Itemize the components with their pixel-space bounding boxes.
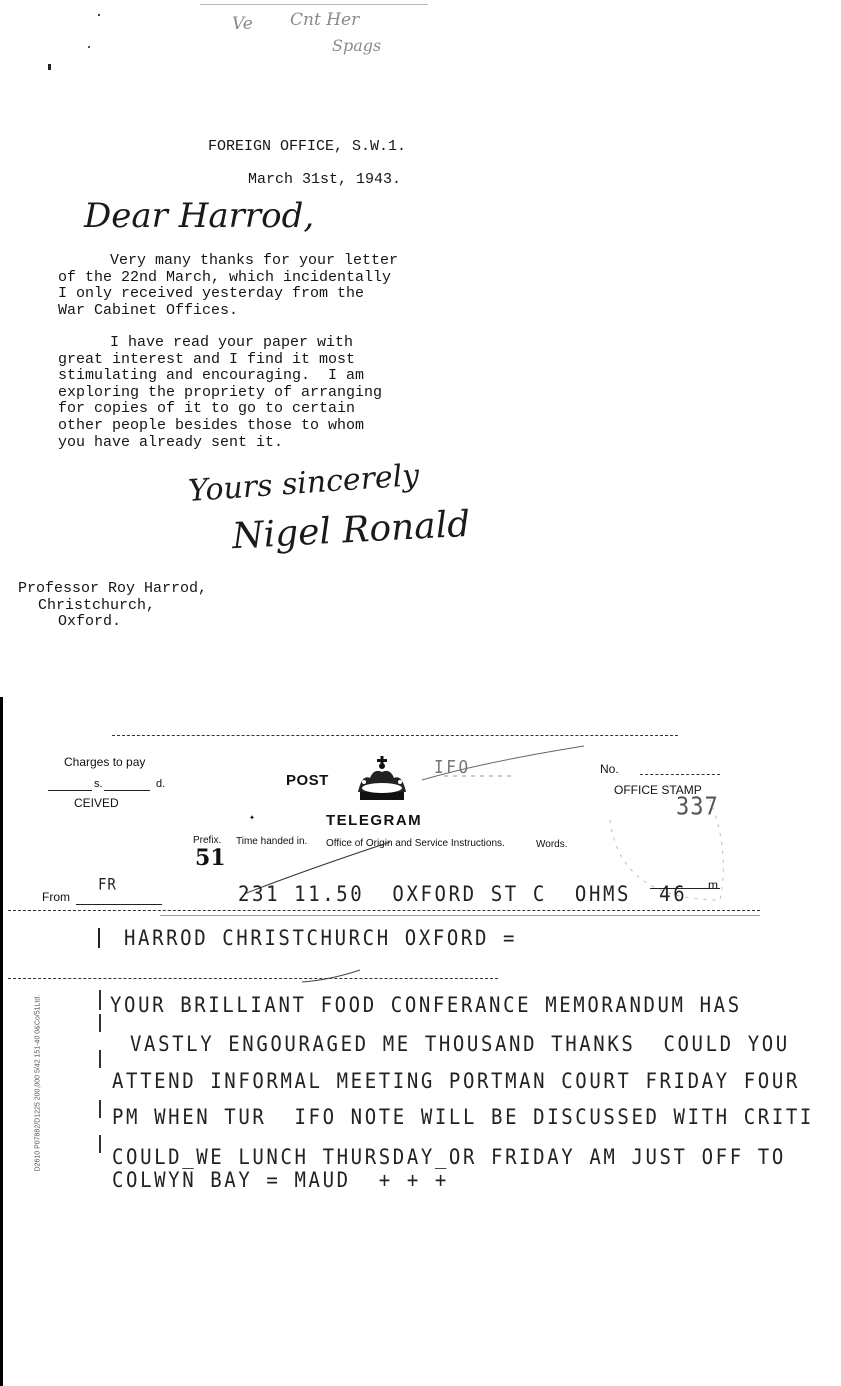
charges-shillings-line <box>48 790 92 791</box>
star-icon: ✦ <box>249 813 256 824</box>
margin-tick <box>99 1100 101 1118</box>
address-scribble <box>300 966 380 986</box>
letter-recipient <box>18 581 207 631</box>
office-stamp-label: OFFICE STAMP <box>614 783 702 797</box>
time-column-label: Time handed in. <box>236 836 308 847</box>
top-mark-2: Cnt Her <box>290 10 360 30</box>
speck <box>88 46 90 48</box>
letter-line: great interest and I find it most <box>58 350 356 368</box>
letter-date: March 31st, 1943. <box>248 171 402 188</box>
rule-origin <box>8 910 760 911</box>
post-label: POST <box>286 772 329 789</box>
letter-heading: FOREIGN OFFICE, S.W.1. <box>208 138 407 155</box>
letter-signature: Nigel Ronald <box>231 503 472 558</box>
margin-tick <box>99 990 101 1010</box>
telegram-label: TELEGRAM <box>326 812 423 829</box>
margin-tick <box>99 1014 101 1032</box>
letter-line: I have read your paper with <box>110 334 354 351</box>
words-line <box>650 888 720 889</box>
charges-label: Charges to pay <box>64 755 146 769</box>
prefix-column-label: Prefix. <box>193 835 222 846</box>
from-line <box>76 904 162 905</box>
letter-paragraph-2 <box>58 335 382 451</box>
margin-tick <box>98 928 100 948</box>
no-label: No. <box>600 762 619 776</box>
no-line <box>640 774 720 775</box>
letter-line: other people besides those to whom <box>58 416 365 434</box>
speck <box>48 64 51 70</box>
letter-line: stimulating and encouraging. I am <box>58 367 365 385</box>
message-line: COULD_WE LUNCH THURSDAY_OR FRIDAY AM JUST OFF TO <box>112 1145 786 1170</box>
letter-line: for copies of it to go to certain <box>58 400 356 418</box>
letter-paragraph-1 <box>58 253 398 319</box>
origin-suffix: m <box>708 878 718 892</box>
margin-tick <box>99 1135 101 1153</box>
message-line: YOUR BRILLIANT FOOD CONFERANCE MEMORANDUM HAS <box>110 993 742 1018</box>
side-print: D2610 P07882/D1225 200,000 5/42 151-40 0&Co/51Ltd. <box>34 994 42 1172</box>
telegram-top-rule <box>112 735 678 736</box>
letter-line: I only received yesterday from the <box>58 285 365 303</box>
prefix-value: 51 <box>195 845 226 871</box>
header-scribble <box>414 740 594 790</box>
recipient-line: Christchurch, <box>38 596 156 614</box>
message-line: COLWYN BAY = MAUD + + + <box>112 1168 449 1193</box>
recipient-line: Oxford. <box>58 613 122 631</box>
top-rule <box>200 4 428 5</box>
charges-pence-line <box>104 790 150 791</box>
words-column-label: Words. <box>536 839 568 850</box>
letter-line: Very many thanks for your letter <box>110 252 399 269</box>
pence-label: d. <box>156 778 166 790</box>
message-line: VASTLY ENGOURAGED ME THOUSAND THANKS COULD YOU <box>130 1032 790 1057</box>
received-label: CEIVED <box>74 796 119 810</box>
message-line: ATTEND INFORMAL MEETING PORTMAN COURT FRIDAY FOUR <box>112 1069 800 1094</box>
margin-tick <box>99 1050 101 1068</box>
shillings-label: s. <box>94 778 103 790</box>
address-line: HARROD CHRISTCHURCH OXFORD = <box>124 926 518 951</box>
speck <box>98 14 100 16</box>
letter-line: exploring the propriety of arranging <box>58 383 383 401</box>
header-mark: IFO <box>434 756 471 778</box>
letter-closing: Yours sincerely <box>187 457 421 510</box>
letter-salutation: Dear Harrod, <box>84 196 315 236</box>
message-line: PM WHEN TUR IFO NOTE WILL BE DISCUSSED WITH CRITI <box>112 1105 814 1130</box>
letter-line: War Cabinet Offices. <box>58 301 239 319</box>
telegram-left-edge <box>0 697 3 1386</box>
side-print-wrapper <box>30 930 46 1180</box>
letter-line: you have already sent it. <box>58 433 284 451</box>
rule-origin-2 <box>160 915 760 916</box>
recipient-line: Professor Roy Harrod, <box>18 580 208 597</box>
stamp-number: 337 <box>676 793 719 821</box>
letter-line: of the 22nd March, which incidentally <box>58 268 392 286</box>
top-mark-1: Ve <box>232 14 253 34</box>
office-column-label: Office of Origin and Service Instructions. <box>326 838 505 849</box>
from-faint-mark: FR <box>98 876 117 894</box>
crown-icon <box>350 754 414 804</box>
rule-address <box>8 978 498 979</box>
origin-line: 231 11.50 OXFORD ST C OHMS 46 <box>238 882 688 907</box>
from-label: From <box>42 890 70 904</box>
top-mark-3: Spags <box>332 36 382 55</box>
